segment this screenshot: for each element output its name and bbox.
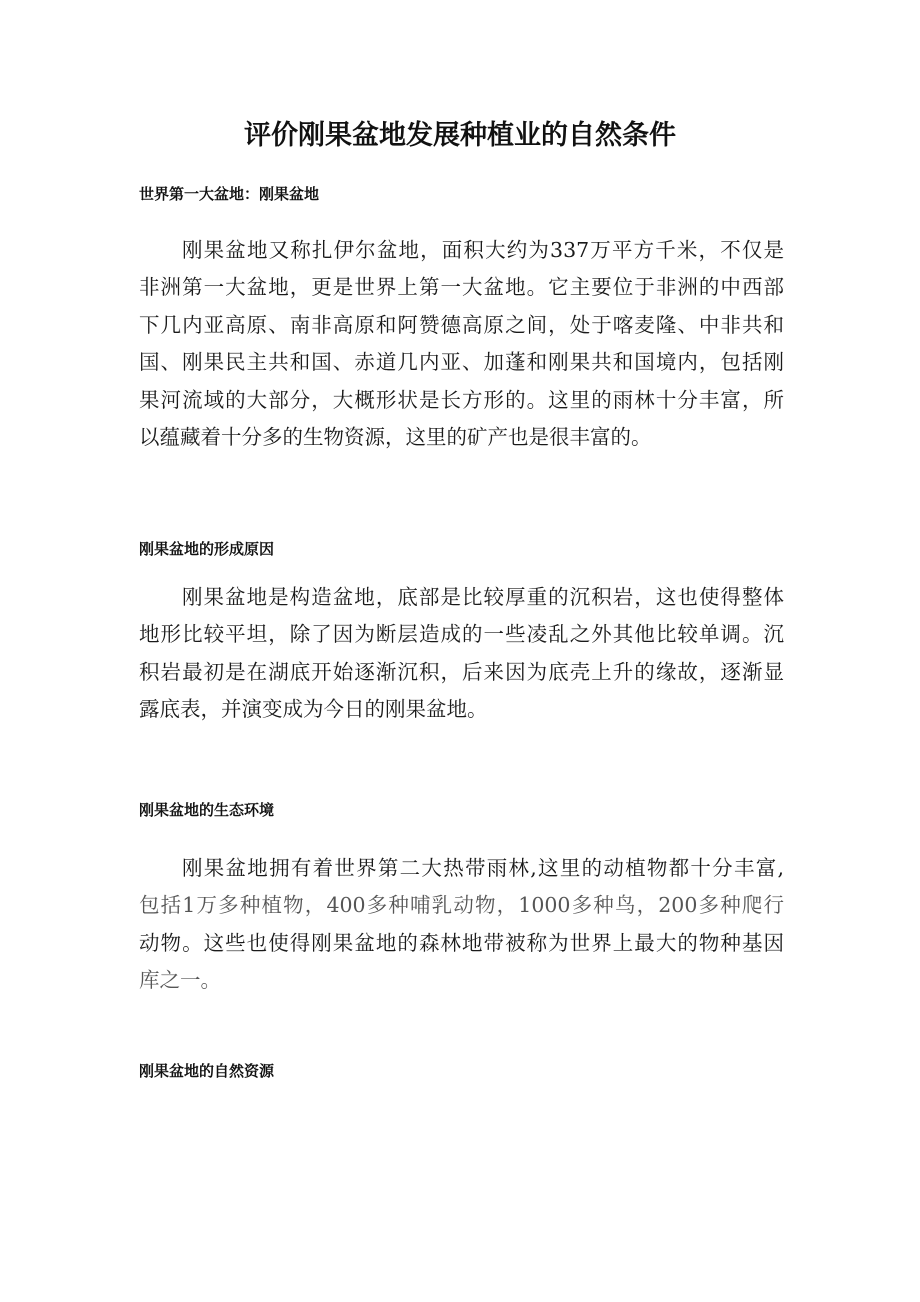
paragraph-line: 以蕴藏着十分多的生物资源，这里的矿产也是很丰富的。 [139, 424, 652, 449]
paragraph-line: 露底表，并演变成为今日的刚果盆地。 [139, 697, 488, 722]
section-heading-4: 刚果盆地的自然资源 [139, 1062, 275, 1080]
paragraph-line: 果河流域的大部分，大概形状是长方形的。这里的雨林十分丰富，所 [139, 387, 784, 412]
section-3-paragraph [139, 850, 784, 1000]
paragraph-line: 库之一。 [139, 968, 221, 993]
paragraph-line: 刚果盆地是构造盆地，底部是比较厚重的沉积岩，这也使得整体 [182, 585, 784, 609]
paragraph-line: 国、刚果民主共和国、赤道几内亚、加蓬和刚果共和国境内，包括刚 [139, 350, 784, 375]
document-title: 评价刚果盆地发展种植业的自然条件 [244, 120, 676, 151]
paragraph-line: 包括1万多种植物，400多种哺乳动物，1000多种鸟，200多种爬行 [139, 893, 784, 918]
paragraph-line: 下几内亚高原、南非高原和阿赞德高原之间，处于喀麦隆、中非共和 [139, 312, 784, 337]
paragraph-line: 刚果盆地拥有着世界第二大热带雨林,这里的动植物都十分丰富, [182, 856, 784, 880]
paragraph-line: 地形比较平坦，除了因为断层造成的一些凌乱之外其他比较单调。沉 [139, 622, 784, 647]
section-2-paragraph [139, 579, 784, 729]
paragraph-line: 非洲第一大盆地，更是世界上第一大盆地。它主要位于非洲的中西部 [139, 275, 784, 300]
paragraph-line: 刚果盆地又称扎伊尔盆地，面积大约为337万平方千米，不仅是 [182, 238, 784, 262]
section-heading-2: 刚果盆地的形成原因 [139, 540, 275, 558]
section-1-paragraph [139, 232, 784, 456]
section-heading-1: 世界第一大盆地：刚果盆地 [139, 185, 320, 203]
paragraph-line: 积岩最初是在湖底开始逐渐沉积，后来因为底壳上升的缘故，逐渐显 [139, 659, 784, 684]
paragraph-line: 动物。这些也使得刚果盆地的森林地带被称为世界上最大的物种基因 [139, 930, 784, 955]
section-heading-3: 刚果盆地的生态环境 [139, 801, 275, 819]
